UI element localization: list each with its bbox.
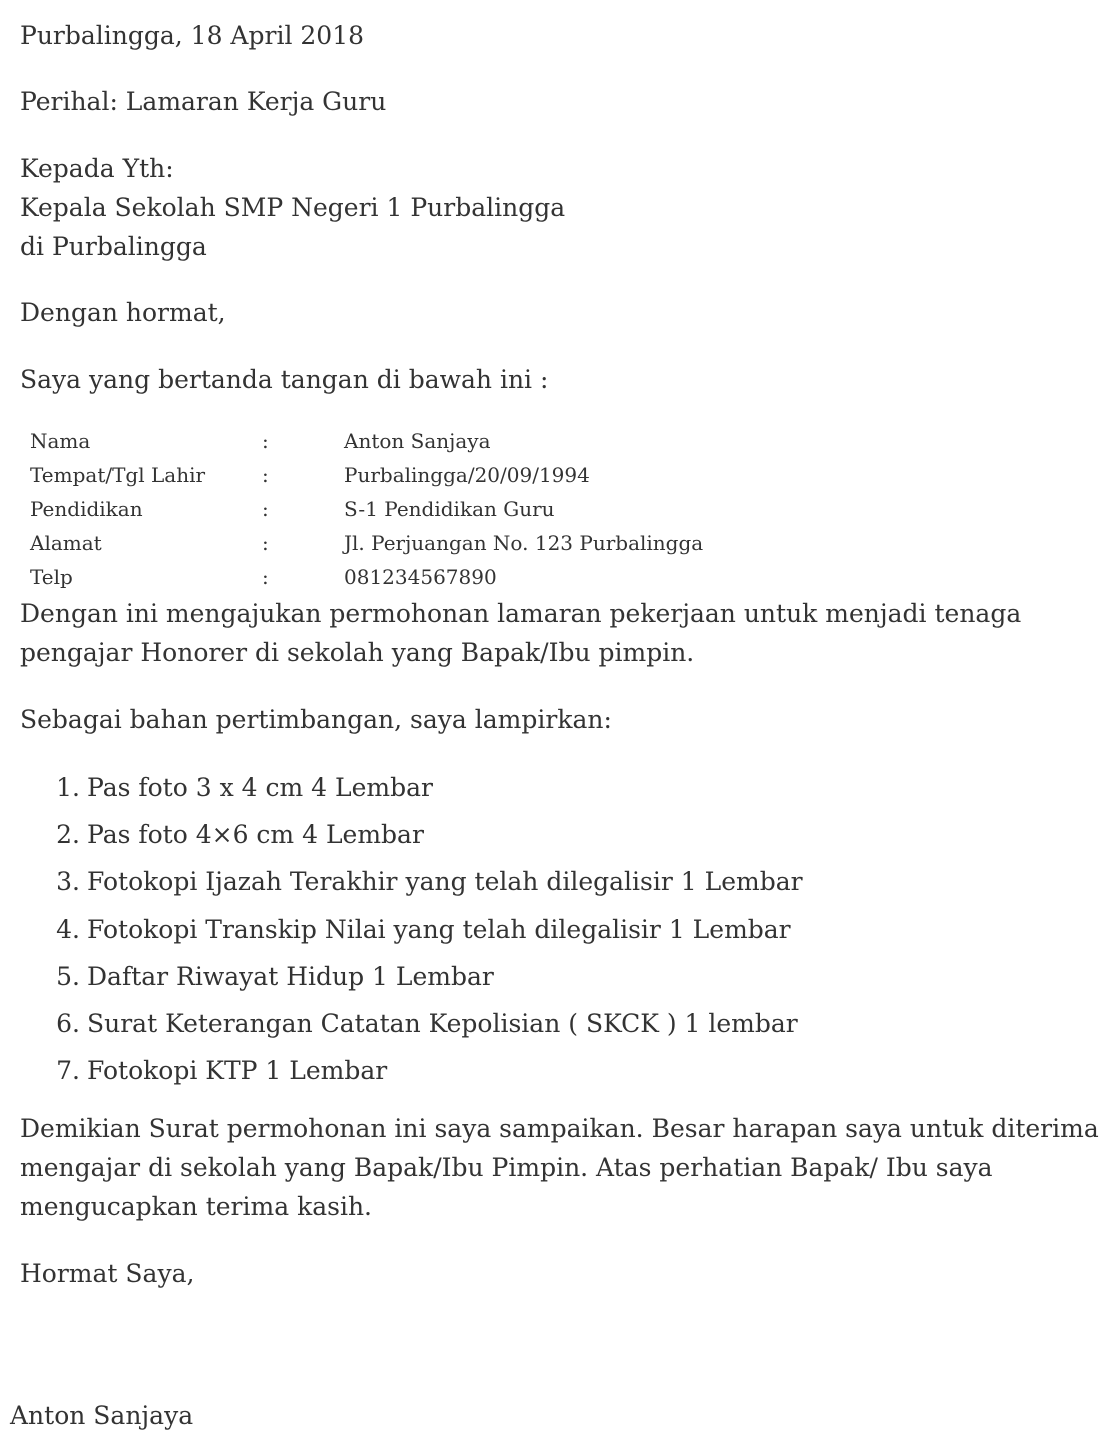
- list-item: [0, 814, 803, 861]
- regards-text: Hormat Saya,: [20, 1259, 195, 1288]
- info-value: 081234567890: [344, 565, 497, 589]
- list-number: 4.: [56, 914, 80, 944]
- info-label: Telp: [30, 565, 73, 589]
- list-text: Daftar Riwayat Hidup 1 Lembar: [87, 961, 494, 991]
- list-text: Surat Keterangan Catatan Kepolisian ( SKCK ) 1 lembar: [87, 1008, 798, 1038]
- info-row-birth: [30, 458, 703, 492]
- list-item: [0, 767, 803, 814]
- info-separator: :: [262, 429, 269, 453]
- info-label: Tempat/Tgl Lahir: [30, 463, 206, 487]
- info-label: Pendidikan: [30, 497, 143, 521]
- info-separator: :: [262, 463, 269, 487]
- list-item: [0, 861, 803, 908]
- signature-name: Anton Sanjaya: [10, 1401, 194, 1430]
- list-item: [0, 956, 803, 1003]
- list-number: 3.: [56, 867, 80, 897]
- list-number: 2.: [56, 820, 80, 850]
- list-text: Fotokopi KTP 1 Lembar: [87, 1056, 388, 1086]
- closing-paragraph: Demikian Surat permohonan ini saya sampaikan. Besar harapan saya untuk diterima mengajar di sekolah yang Bapak/Ibu Pimpin. Atas perhatian Bapak/ Ibu saya mengucapkan terima kasih.: [20, 1114, 1099, 1221]
- info-value: Jl. Perjuangan No. 123 Purbalingga: [344, 531, 704, 555]
- intro-text: Saya yang bertanda tangan di bawah ini :: [20, 365, 549, 394]
- info-value: Anton Sanjaya: [344, 429, 491, 453]
- info-value: S-1 Pendidikan Guru: [344, 497, 555, 521]
- list-item: [0, 1050, 803, 1097]
- list-text: Fotokopi Transkip Nilai yang telah dilegalisir 1 Lembar: [87, 914, 791, 944]
- info-label: Nama: [30, 429, 91, 453]
- applicant-info-table: [30, 424, 703, 594]
- info-separator: :: [262, 497, 269, 521]
- info-value: Purbalingga/20/09/1994: [344, 463, 590, 487]
- attachments-intro: Sebagai bahan pertimbangan, saya lampirkan:: [20, 705, 612, 734]
- recipient-line-3: di Purbalingga: [20, 232, 207, 261]
- info-row-phone: [30, 560, 703, 594]
- request-paragraph: Dengan ini mengajukan permohonan lamaran pekerjaan untuk menjadi tenaga pengajar Honorer di sekolah yang Bapak/Ibu pimpin.: [20, 599, 1022, 667]
- info-label: Alamat: [30, 531, 102, 555]
- list-number: 6.: [56, 1008, 80, 1038]
- list-number: 1.: [56, 773, 80, 802]
- list-number: 5.: [56, 961, 80, 991]
- list-text: Pas foto 3 x 4 cm 4 Lembar: [87, 773, 433, 802]
- list-text: Fotokopi Ijazah Terakhir yang telah dilegalisir 1 Lembar: [87, 867, 803, 897]
- salutation: Dengan hormat,: [20, 298, 226, 327]
- recipient-line-2: Kepala Sekolah SMP Negeri 1 Purbalingga: [20, 193, 566, 222]
- recipient-block: [20, 149, 565, 266]
- recipient-line-1: Kepada Yth:: [20, 154, 174, 183]
- list-item: [0, 909, 803, 956]
- info-row-name: [30, 424, 703, 458]
- list-item: [0, 1003, 803, 1050]
- attachments-list: [0, 767, 803, 1097]
- info-separator: :: [262, 565, 269, 589]
- info-separator: :: [262, 531, 269, 555]
- info-row-address: [30, 526, 703, 560]
- list-text: Pas foto 4×6 cm 4 Lembar: [87, 820, 424, 850]
- info-row-education: [30, 492, 703, 526]
- letter-date: Purbalingga, 18 April 2018: [20, 21, 365, 50]
- list-number: 7.: [56, 1056, 80, 1086]
- letter-subject: Perihal: Lamaran Kerja Guru: [20, 87, 387, 116]
